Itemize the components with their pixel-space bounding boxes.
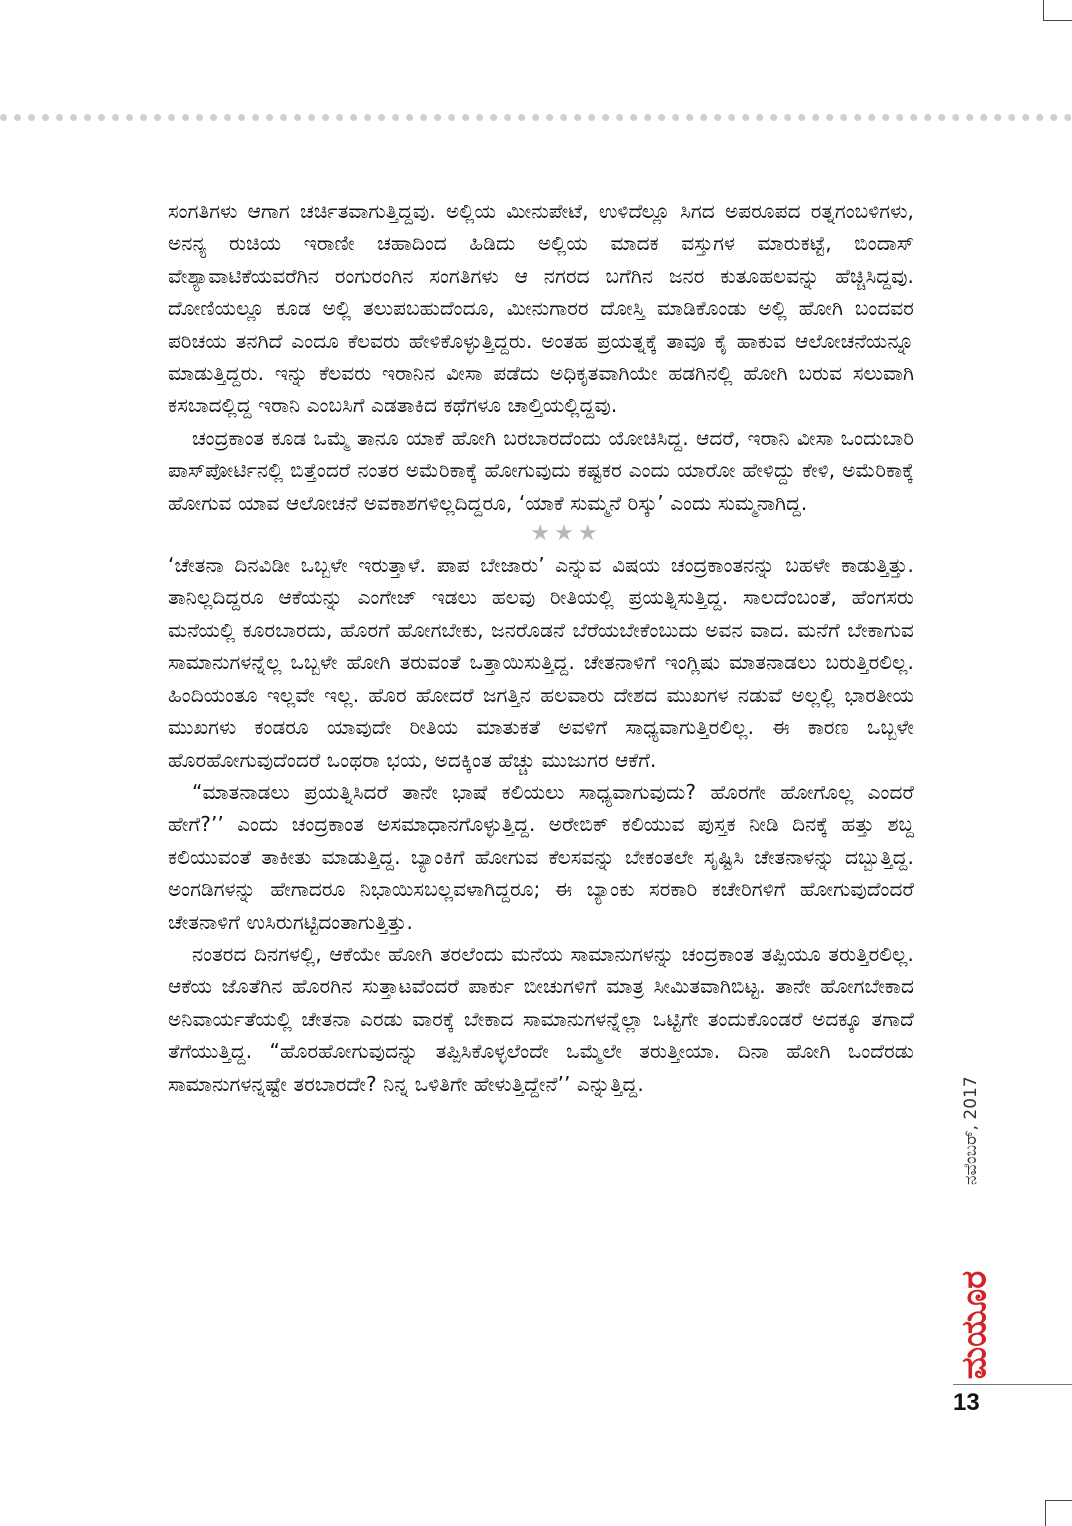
issue-date: ನವೆಂಬರ್, 2017 [961,1076,981,1185]
magazine-logo [955,1270,997,1380]
page-number-rule [953,1384,1072,1385]
section-break-stars: ★★★ [530,521,602,547]
paragraph-5: ನಂತರದ ದಿನಗಳಲ್ಲಿ, ಆಕೆಯೇ ಹೋಗಿ ತರಲೆಂದು ಮನೆಯ ಸಾಮಾನುಗಳನ್ನು ಚಂದ್ರಕಾಂತ ತಪ್ಪಿಯೂ ತರುತ್ತಿರಲಿಲ್ಲ. ಆಕೆಯ ಜೊತೆಗಿನ ಹೊರಗಿನ ಸುತ್ತಾಟವೆಂದರೆ ಪಾರ್ಕು ಬೀಚುಗಳಿಗೆ ಮಾತ್ರ ಸೀಮಿತವಾಗಿಬಿಟ್ಟ. ತಾನೇ ಹೋಗಬೇಕಾದ ಅನಿವಾರ್ಯತೆಯಲ್ಲಿ ಚೇತನಾ ಎರಡು ವಾರಕ್ಕೆ ಬೇಕಾದ ಸಾಮಾನುಗಳನ್ನೆಲ್ಲಾ ಒಟ್ಟಿಗೇ ತಂದುಕೊಂಡರೆ ಅದಕ್ಕೂ ತಗಾದೆ ತೆಗೆಯುತ್ತಿದ್ದ. “ಹೊರಹೋಗುವುದನ್ನು ತಪ್ಪಿಸಿಕೊಳ್ಳಲೆಂದೇ ಒಮ್ಮೆಲೇ ತರುತ್ತೀಯಾ. ದಿನಾ ಹೋಗಿ ಒಂದೆರಡು ಸಾಮಾನುಗಳನ್ನಷ್ಟೇ ತರಬಾರದೇ? ನಿನ್ನ ಒಳಿತಿಗೇ ಹೇಳುತ್ತಿದ್ದೇನೆ’’ ಎನ್ನುತ್ತಿದ್ದ. [168,941,914,1096]
page-number: 13 [953,1389,980,1416]
magazine-logo-text: ಮಯೂರ [955,1270,995,1380]
header-dotted-rule [0,114,1072,121]
paragraph-1: ಸಂಗತಿಗಳು ಆಗಾಗ ಚರ್ಚಿತವಾಗುತ್ತಿದ್ದವು. ಅಲ್ಲಿಯ ಮೀನುಪೇಟೆ, ಉಳಿದೆಲ್ಲೂ ಸಿಗದ ಅಪರೂಪದ ರತ್ನಗಂಬಳಿಗಳು, ಅನನ್ಯ ರುಚಿಯ ಇರಾಣೀ ಚಹಾದಿಂದ ಹಿಡಿದು ಅಲ್ಲಿಯ ಮಾದಕ ವಸ್ತುಗಳ ಮಾರುಕಟ್ಟೆ, ಬಿಂದಾಸ್ ವೇಶ್ಯಾವಾಟಿಕೆಯವರೆಗಿನ ರಂಗುರಂಗಿನ ಸಂಗತಿಗಳು ಆ ನಗರದ ಬಗೆಗಿನ ಜನರ ಕುತೂಹಲವನ್ನು ಹೆಚ್ಚಿಸಿದ್ದವು. ದೋಣಿಯಲ್ಲೂ ಕೂಡ ಅಲ್ಲಿ ತಲುಪಬಹುದೆಂದೂ, ಮೀನುಗಾರರ ದೋಸ್ತಿ ಮಾಡಿಕೊಂಡು ಅಲ್ಲಿ ಹೋಗಿ ಬಂದವರ ಪರಿಚಯ ತನಗಿದೆ ಎಂದೂ ಕೆಲವರು ಹೇಳಿಕೊಳ್ಳುತ್ತಿದ್ದರು. ಅಂತಹ ಪ್ರಯತ್ನಕ್ಕೆ ತಾವೂ ಕೈ ಹಾಕುವ ಆಲೋಚನೆಯನ್ನೂ ಮಾಡುತ್ತಿದ್ದರು. ಇನ್ನು ಕೆಲವರು ಇರಾನಿನ ವೀಸಾ ಪಡೆದು ಅಧಿಕೃತವಾಗಿಯೇ ಹಡಗಿನಲ್ಲಿ ಹೋಗಿ ಬರುವ ಸಲುವಾಗಿ ಕಸಬಾದಲ್ಲಿದ್ದ ಇರಾನಿ ಎಂಬಸಿಗೆ ಎಡತಾಕಿದ ಕಥೆಗಳೂ ಚಾಲ್ತಿಯಲ್ಲಿದ್ದವು. [168,199,914,418]
crop-mark-bottom-right [1045,1500,1072,1526]
paragraph-3: ‘ಚೇತನಾ ದಿನವಿಡೀ ಒಬ್ಬಳೇ ಇರುತ್ತಾಳೆ. ಪಾಪ ಬೇಜಾರು’ ಎನ್ನುವ ವಿಷಯ ಚಂದ್ರಕಾಂತನನ್ನು ಬಹಳೇ ಕಾಡುತ್ತಿತ್ತು. ತಾನಿಲ್ಲದಿದ್ದರೂ ಆಕೆಯನ್ನು ಎಂಗೇಜ್ ಇಡಲು ಹಲವು ರೀತಿಯಲ್ಲಿ ಪ್ರಯತ್ನಿಸುತ್ತಿದ್ದ. ಸಾಲದೆಂಬಂತೆ, ಹೆಂಗಸರು ಮನೆಯಲ್ಲಿ ಕೂರಬಾರದು, ಹೊರಗೆ ಹೋಗಬೇಕು, ಜನರೊಡನೆ ಬೆರೆಯಬೇಕೆಂಬುದು ಅವನ ವಾದ. ಮನೆಗೆ ಬೇಕಾಗುವ ಸಾಮಾನುಗಳನ್ನೆಲ್ಲ ಒಬ್ಬಳೇ ಹೋಗಿ ತರುವಂತೆ ಒತ್ತಾಯಿಸುತ್ತಿದ್ದ. ಚೇತನಾಳಿಗೆ ಇಂಗ್ಲಿಷು ಮಾತನಾಡಲು ಬರುತ್ತಿರಲಿಲ್ಲ. ಹಿಂದಿಯಂತೂ ಇಲ್ಲವೇ ಇಲ್ಲ. ಹೊರ ಹೋದರೆ ಜಗತ್ತಿನ ಹಲವಾರು ದೇಶದ ಮುಖಗಳ ನಡುವೆ ಅಲ್ಲಲ್ಲಿ ಭಾರತೀಯ ಮುಖಗಳು ಕಂಡರೂ ಯಾವುದೇ ರೀತಿಯ ಮಾತುಕತೆ ಅವಳಿಗೆ ಸಾಧ್ಯವಾಗುತ್ತಿರಲಿಲ್ಲ. ಈ ಕಾರಣ ಒಬ್ಬಳೇ ಹೊರಹೋಗುವುದೆಂದರೆ ಒಂಥರಾ ಭಯ, ಅದಕ್ಕಿಂತ ಹೆಚ್ಚು ಮುಜುಗರ ಆಕೆಗೆ. [168,553,914,772]
paragraph-4: “ಮಾತನಾಡಲು ಪ್ರಯತ್ನಿಸಿದರೆ ತಾನೇ ಭಾಷೆ ಕಲಿಯಲು ಸಾಧ್ಯವಾಗುವುದು? ಹೊರಗೇ ಹೋಗೊಲ್ಲ ಎಂದರೆ ಹೇಗೆ?’’ ಎಂದು ಚಂದ್ರಕಾಂತ ಅಸಮಾಧಾನಗೊಳ್ಳುತ್ತಿದ್ದ. ಅರೇಬಿಕ್ ಕಲಿಯುವ ಪುಸ್ತಕ ನೀಡಿ ದಿನಕ್ಕೆ ಹತ್ತು ಶಬ್ದ ಕಲಿಯುವಂತೆ ತಾಕೀತು ಮಾಡುತ್ತಿದ್ದ. ಬ್ಯಾಂಕಿಗೆ ಹೋಗುವ ಕೆಲಸವನ್ನು ಬೇಕಂತಲೇ ಸೃಷ್ಟಿಸಿ ಚೇತನಾಳನ್ನು ದಬ್ಬುತ್ತಿದ್ದ. ಅಂಗಡಿಗಳನ್ನು ಹೇಗಾದರೂ ನಿಭಾಯಿಸಬಲ್ಲವಳಾಗಿದ್ದರೂ; ಈ ಬ್ಯಾಂಕು ಸರಕಾರಿ ಕಚೇರಿಗಳಿಗೆ ಹೋಗುವುದೆಂದರೆ ಚೇತನಾಳಿಗೆ ಉಸಿರುಗಟ್ಟಿದಂತಾಗುತ್ತಿತ್ತು. [168,779,914,934]
crop-mark-top-right [1043,0,1072,21]
paragraph-2: ಚಂದ್ರಕಾಂತ ಕೂಡ ಒಮ್ಮೆ ತಾನೂ ಯಾಕೆ ಹೋಗಿ ಬರಬಾರದೆಂದು ಯೋಚಿಸಿದ್ದ. ಆದರೆ, ಇರಾನಿ ವೀಸಾ ಒಂದುಬಾರಿ ಪಾಸ್‌ಪೋರ್ಟಿನಲ್ಲಿ ಬಿತ್ತೆಂದರೆ ನಂತರ ಅಮೆರಿಕಾಕ್ಕೆ ಹೋಗುವುದು ಕಷ್ಟಕರ ಎಂದು ಯಾರೋ ಹೇಳಿದ್ದು ಕೇಳಿ, ಅಮೆರಿಕಾಕ್ಕೆ ಹೋಗುವ ಯಾವ ಆಲೋಚನೆ ಅವಕಾಶಗಳಿಲ್ಲದಿದ್ದರೂ, ‘ಯಾಕೆ ಸುಮ್ಮನೆ ರಿಸ್ಕು’ ಎಂದು ಸುಮ್ಮನಾಗಿದ್ದ. [168,425,914,515]
article-body [168,195,914,1100]
